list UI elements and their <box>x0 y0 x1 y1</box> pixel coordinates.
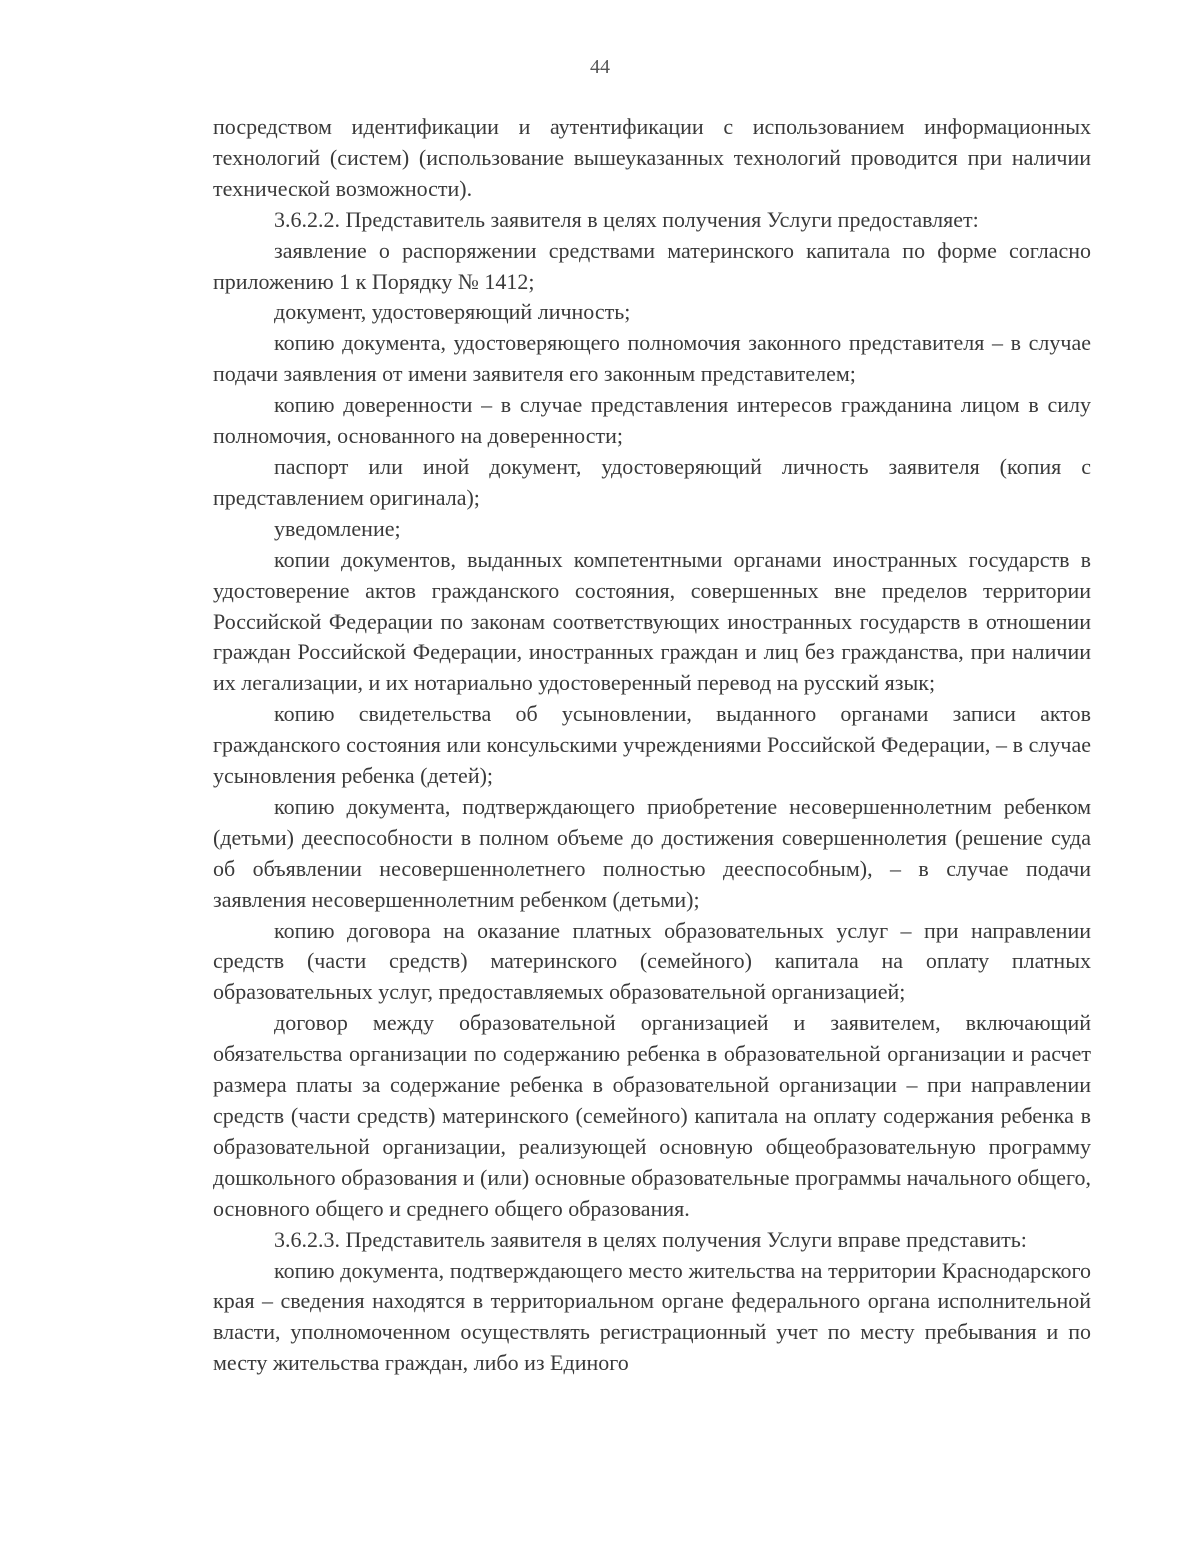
list-item-legal-representative-authority: копию документа, удостоверяющего полномочия законного представителя – в случае подачи заявления от имени заявителя его законным представителем; <box>213 330 1091 387</box>
list-item-education-services-contract: копию договора на оказание платных образовательных услуг – при направлении средств (части средств) материнского (семейного) капитала на оплату платных образовательных услуг, предоставляемых образовательной организацией; <box>213 917 1091 1005</box>
paragraph-continuation: посредством идентификации и аутентификации с использованием информационных технологий (систем) (использование вышеуказанных технологий проводится при наличии технической возможности). <box>213 114 1091 201</box>
list-item-foreign-documents: копии документов, выданных компетентными органами иностранных государств в удостоверение актов гражданского состояния, совершенных вне пределов территории Российской Федерации по законам соответствующих иностранных государств в отношении граждан Российской Федерации, иностранных граждан и лиц без гражданства, при наличии их легализации, и их нотариально удостоверенный перевод на русский язык; <box>213 546 1091 696</box>
body-text <box>213 112 1091 1379</box>
page-number: 44 <box>590 56 610 78</box>
list-item-residence-document: копию документа, подтверждающего место жительства на территории Краснодарского края – сведения находятся в территориальном органе федерального органа исполнительной власти, уполномоченном осуществлять регистрационный учет по месту пребывания и по месту жительства граждан, либо из Единого <box>213 1257 1091 1376</box>
section-heading-3-6-2-3: 3.6.2.3. Представитель заявителя в целях получения Услуги вправе представить: <box>274 1226 1027 1252</box>
list-item-childcare-contract: договор между образовательной организацией и заявителем, включающий обязательства организации по содержанию ребенка в образовательной организации и расчет размера платы за содержание ребенка в образовательной организации – при направлении средств (части средств) материнского (семейного) капитала на оплату содержания ребенка в образовательной организации, реализующей основную общеобразовательную программу дошкольного образования и (или) основные образовательные программы начального общего, основного общего и среднего общего образования. <box>213 1010 1091 1221</box>
list-item-application: заявление о распоряжении средствами материнского капитала по форме согласно приложению 1 к Порядку № 1412; <box>213 237 1091 294</box>
list-item-power-of-attorney: копию доверенности – в случае представления интересов гражданина лицом в силу полномочия, основанного на доверенности; <box>213 392 1091 449</box>
list-item-passport: паспорт или иной документ, удостоверяющий личность заявителя (копия с представлением оригинала); <box>213 453 1091 510</box>
list-item-legal-capacity-document: копию документа, подтверждающего приобретение несовершеннолетним ребенком (детьми) дееспособности в полном объеме до достижения совершеннолетия (решение суда об объявлении несовершеннолетнего полностью дееспособным), – в случае подачи заявления несовершеннолетним ребенком (детьми); <box>213 793 1091 912</box>
list-item-notification: уведомление; <box>274 515 401 541</box>
section-heading-3-6-2-2: 3.6.2.2. Представитель заявителя в целях получения Услуги предоставляет: <box>274 206 979 232</box>
list-item-adoption-certificate: копию свидетельства об усыновлении, выданного органами записи актов гражданского состояния или консульскими учреждениями Российской Федерации, – в случае усыновления ребенка (детей); <box>213 701 1091 789</box>
list-item-identity-document: документ, удостоверяющий личность; <box>274 299 631 325</box>
